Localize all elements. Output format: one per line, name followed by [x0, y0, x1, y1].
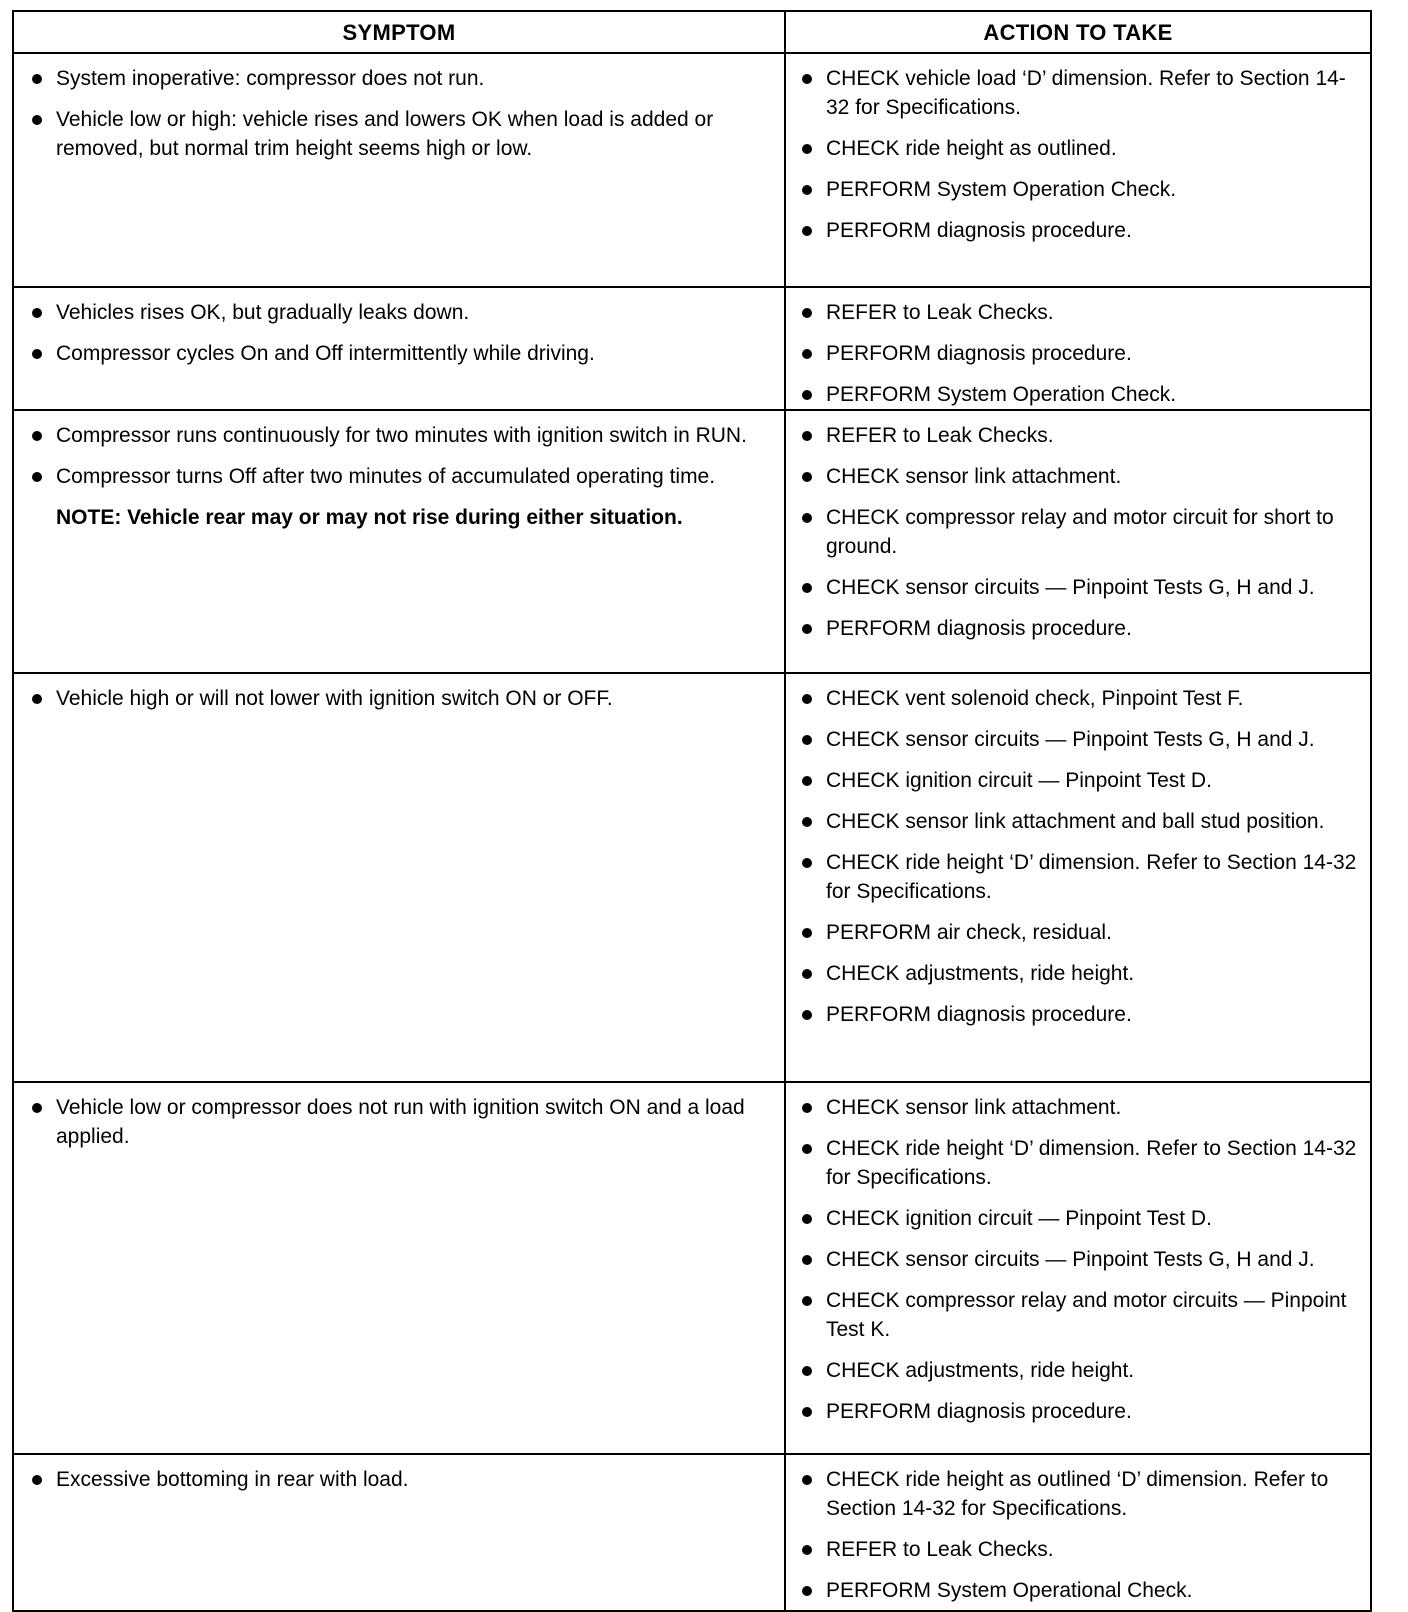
symptom-list: [28, 1465, 778, 1494]
action-item: CHECK sensor link attachment.: [798, 462, 1364, 491]
symptom-item: Compressor turns Off after two minutes of accumulated operating time.: [28, 462, 778, 491]
action-item: CHECK vehicle load ‘D’ dimension. Refer to Section 14-32 for Specifications.: [798, 64, 1364, 122]
action-cell: [786, 288, 1370, 409]
action-item: CHECK sensor link attachment and ball stud position.: [798, 807, 1364, 836]
action-item: CHECK adjustments, ride height.: [798, 1356, 1364, 1385]
symptom-item: System inoperative: compressor does not run.: [28, 64, 778, 93]
symptom-note: NOTE: Vehicle rear may or may not rise during either situation.: [56, 506, 683, 529]
symptom-list: [28, 298, 778, 368]
table-row: [14, 54, 1370, 288]
diagnosis-table: [12, 10, 1372, 1612]
action-cell: [786, 674, 1370, 1081]
action-item: PERFORM air check, residual.: [798, 918, 1364, 947]
action-item: REFER to Leak Checks.: [798, 421, 1364, 450]
action-item: CHECK compressor relay and motor circuits — Pinpoint Test K.: [798, 1286, 1364, 1344]
action-item: CHECK sensor link attachment.: [798, 1093, 1364, 1122]
action-item: CHECK compressor relay and motor circuit for short to ground.: [798, 503, 1364, 561]
action-cell: [786, 54, 1370, 286]
action-item: CHECK ride height as outlined.: [798, 134, 1364, 163]
table-header-row: [14, 12, 1370, 54]
action-list: [798, 421, 1364, 643]
symptom-list: [28, 1093, 778, 1151]
action-list: [798, 1465, 1364, 1605]
table-row: [14, 674, 1370, 1083]
action-item: PERFORM System Operational Check.: [798, 1576, 1364, 1605]
symptom-cell: [14, 1455, 786, 1610]
action-item: REFER to Leak Checks.: [798, 1535, 1364, 1564]
action-item: REFER to Leak Checks.: [798, 298, 1364, 327]
action-item: PERFORM diagnosis procedure.: [798, 216, 1364, 245]
action-item: PERFORM diagnosis procedure.: [798, 1397, 1364, 1426]
symptom-column-header: SYMPTOM: [14, 12, 786, 52]
action-item: CHECK ignition circuit — Pinpoint Test D.: [798, 766, 1364, 795]
action-item: CHECK sensor circuits — Pinpoint Tests G, H and J.: [798, 725, 1364, 754]
action-item: CHECK sensor circuits — Pinpoint Tests G, H and J.: [798, 573, 1364, 602]
symptom-cell: [14, 54, 786, 286]
action-item: PERFORM System Operation Check.: [798, 175, 1364, 204]
action-list: [798, 64, 1364, 245]
action-item: CHECK ignition circuit — Pinpoint Test D.: [798, 1204, 1364, 1233]
action-cell: [786, 411, 1370, 672]
symptom-item: Vehicle high or will not lower with ignition switch ON or OFF.: [28, 684, 778, 713]
symptom-list: [28, 421, 778, 491]
symptom-item: Vehicle low or high: vehicle rises and lowers OK when load is added or removed, but normal trim height seems high or low.: [28, 105, 778, 163]
action-list: [798, 298, 1364, 409]
action-item: PERFORM diagnosis procedure.: [798, 339, 1364, 368]
symptom-item: Compressor cycles On and Off intermittently while driving.: [28, 339, 778, 368]
symptom-cell: [14, 1083, 786, 1453]
action-item: PERFORM diagnosis procedure.: [798, 1000, 1364, 1029]
action-item: CHECK vent solenoid check, Pinpoint Test F.: [798, 684, 1364, 713]
symptom-item: Vehicles rises OK, but gradually leaks down.: [28, 298, 778, 327]
action-item: CHECK ride height ‘D’ dimension. Refer to Section 14-32 for Specifications.: [798, 848, 1364, 906]
action-item: CHECK sensor circuits — Pinpoint Tests G, H and J.: [798, 1245, 1364, 1274]
symptom-list: [28, 684, 778, 713]
symptom-cell: [14, 674, 786, 1081]
table-row: [14, 288, 1370, 411]
symptom-item: Compressor runs continuously for two minutes with ignition switch in RUN.: [28, 421, 778, 450]
action-cell: [786, 1083, 1370, 1453]
table-body: [14, 54, 1370, 1610]
action-item: CHECK adjustments, ride height.: [798, 959, 1364, 988]
table-row: [14, 411, 1370, 674]
action-list: [798, 684, 1364, 1029]
symptom-item: Excessive bottoming in rear with load.: [28, 1465, 778, 1494]
table-row: [14, 1455, 1370, 1610]
action-item: PERFORM System Operation Check.: [798, 380, 1364, 409]
symptom-cell: [14, 411, 786, 672]
symptom-cell: [14, 288, 786, 409]
symptom-item: Vehicle low or compressor does not run with ignition switch ON and a load applied.: [28, 1093, 778, 1151]
action-item: PERFORM diagnosis procedure.: [798, 614, 1364, 643]
symptom-list: [28, 64, 778, 163]
action-list: [798, 1093, 1364, 1426]
action-column-header: ACTION TO TAKE: [983, 20, 1173, 45]
action-cell: [786, 1455, 1370, 1610]
table-row: [14, 1083, 1370, 1455]
action-item: CHECK ride height as outlined ‘D’ dimension. Refer to Section 14-32 for Specifications.: [798, 1465, 1364, 1523]
action-item: CHECK ride height ‘D’ dimension. Refer to Section 14-32 for Specifications.: [798, 1134, 1364, 1192]
